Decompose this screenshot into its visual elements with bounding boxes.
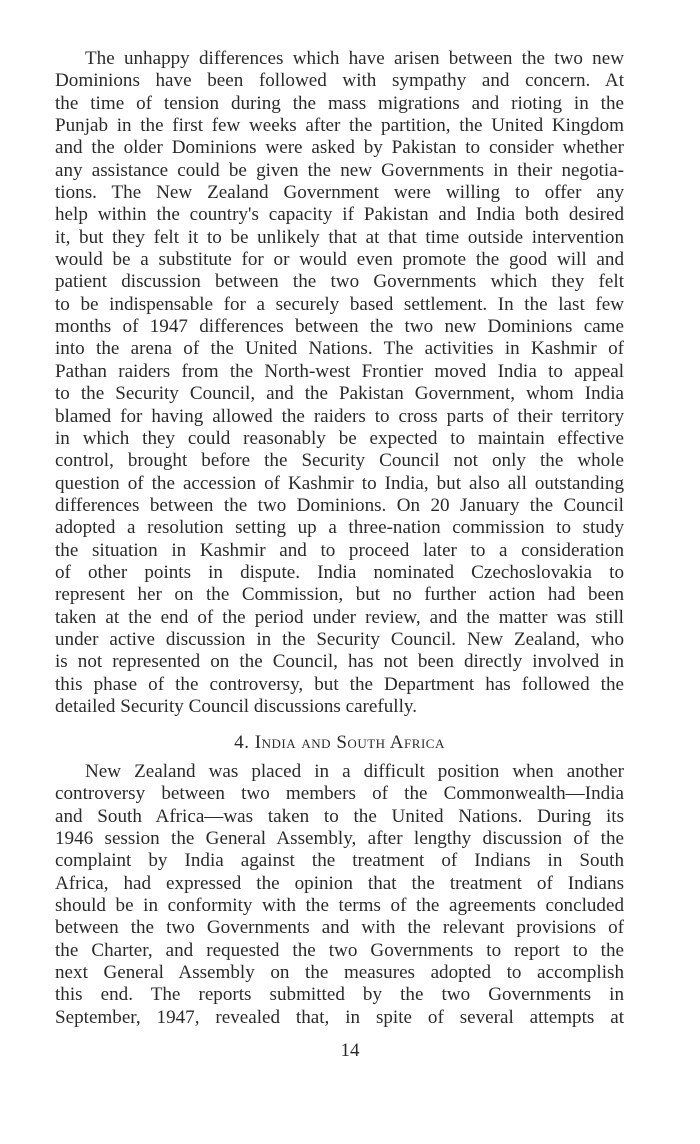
- text-line: months of 1947 differences between the two new Dominions came: [55, 316, 624, 338]
- text-line: under active discussion in the Security Council. New Zealand, who: [55, 628, 624, 650]
- text-line: should be in conformity with the terms of the agreements concluded: [55, 895, 624, 917]
- text-line: Africa, had expressed the opinion that the treatment of Indians: [55, 872, 624, 894]
- text-line: the Charter, and requested the two Governments to report to the: [55, 939, 624, 961]
- text-line: the situation in Kashmir and to proceed later to a consideration: [55, 539, 624, 561]
- text-line: Dominions have been followed with sympathy and concern. At: [55, 70, 624, 92]
- text-line: help within the country's capacity if Pakistan and India both desired: [55, 204, 624, 226]
- page-number: 14: [340, 1040, 360, 1061]
- text-line: September, 1947, revealed that, in spite of several attempts at: [55, 1006, 624, 1028]
- text-line: next General Assembly on the measures adopted to accomplish: [55, 962, 624, 984]
- text-line: tions. The New Zealand Government were willing to offer any: [55, 182, 624, 204]
- text-line: is not represented on the Council, has not been directly involved in: [55, 651, 624, 673]
- text-line: New Zealand was placed in a difficult position when another: [85, 761, 624, 782]
- text-line: of other points in dispute. India nominated Czechoslovakia to: [55, 561, 624, 583]
- body-paragraph-india-south-africa: [55, 761, 624, 1029]
- text-line: this end. The reports submitted by the two Governments in: [55, 984, 624, 1006]
- text-line: to be indispensable for a securely based settlement. In the last few: [55, 293, 624, 315]
- text-line: would be a substitute for or would even promote the good will and: [55, 249, 624, 271]
- text-line: blamed for having allowed the raiders to cross parts of their territory: [55, 405, 624, 427]
- text-line: Punjab in the first few weeks after the partition, the United Kingdom: [55, 115, 624, 137]
- text-line: control, brought before the Security Council not only the whole: [55, 450, 624, 472]
- text-line: and the older Dominions were asked by Pakistan to consider whether: [55, 137, 624, 159]
- body-paragraph-kashmir: [55, 48, 624, 718]
- text-line: represent her on the Commission, but no further action had been: [55, 584, 624, 606]
- text-line: patient discussion between the two Governments which they felt: [55, 271, 624, 293]
- text-line: detailed Security Council discussions carefully.: [55, 695, 417, 717]
- text-line: 1946 session the General Assembly, after lengthy discussion of the: [55, 828, 624, 850]
- text-line: question of the accession of Kashmir to India, but also all outstanding: [55, 472, 624, 494]
- text-line: to the Security Council, and the Pakistan Government, whom India: [55, 383, 624, 405]
- text-line: the time of tension during the mass migrations and rioting in the: [55, 92, 624, 114]
- text-line: The unhappy differences which have arisen between the two new: [85, 48, 624, 69]
- text-line: in which they could reasonably be expected to maintain effective: [55, 427, 624, 449]
- text-line: any assistance could be given the new Governments in their negotia-: [55, 159, 624, 181]
- text-line: complaint by India against the treatment of Indians in South: [55, 850, 624, 872]
- text-line: and South Africa—was taken to the United Nations. During its: [55, 805, 624, 827]
- text-line: it, but they felt it to be unlikely that at that time outside intervention: [55, 226, 624, 248]
- text-line: controversy between two members of the Commonwealth—India: [55, 783, 624, 805]
- text-line: adopted a resolution setting up a three-nation commission to study: [55, 517, 624, 539]
- text-line: differences between the two Dominions. On 20 January the Council: [55, 494, 624, 516]
- text-line: this phase of the controversy, but the Department has followed the: [55, 673, 624, 695]
- text-line: between the two Governments and with the relevant provisions of: [55, 917, 624, 939]
- text-line: into the arena of the United Nations. The activities in Kashmir of: [55, 338, 624, 360]
- text-line: taken at the end of the period under review, and the matter was still: [55, 606, 624, 628]
- section-heading: 4. India and South Africa: [234, 732, 445, 753]
- text-line: Pathan raiders from the North-west Frontier moved India to appeal: [55, 360, 624, 382]
